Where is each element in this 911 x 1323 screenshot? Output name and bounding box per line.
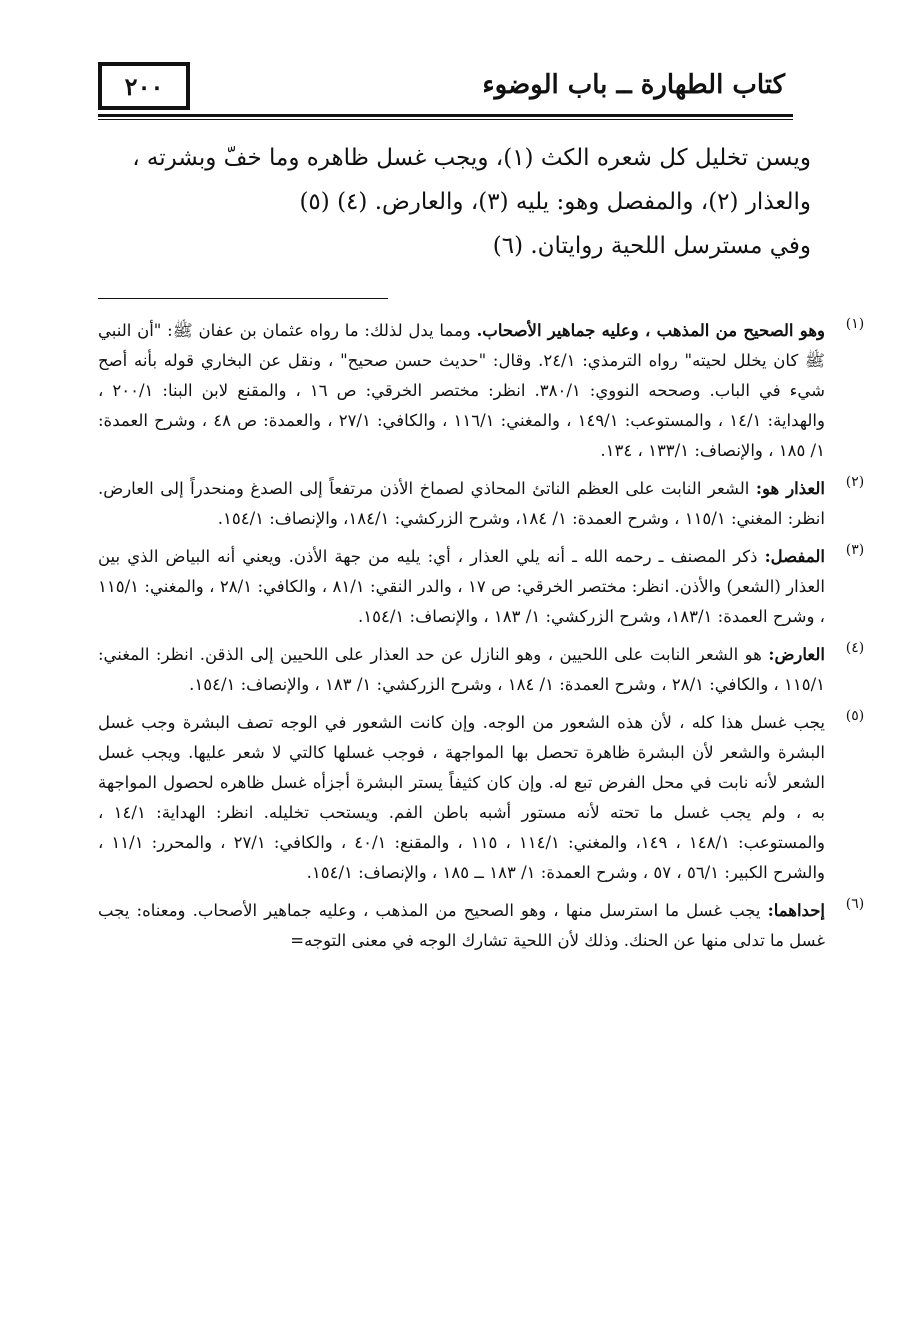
main-line: وفي مسترسل اللحية روايتان. (٦) (492, 233, 811, 259)
footnote-lead: إحداهما: (767, 901, 825, 920)
footnote-lead: المفصل: (764, 547, 825, 566)
footnote-text: يجب غسل ما استرسل منها ، وهو الصحيح من المذهب ، وعليه جماهير الأصحاب. ومعناه: يجب غسل ما تدلى منها عن الحنك. وذلك لأن اللحية تشارك الوجه في معنى التوجه= (98, 901, 825, 950)
footnote (98, 708, 873, 888)
footnote-number: (٥) (845, 708, 865, 724)
footnote-lead: وهو الصحيح من المذهب ، وعليه جماهير الأصحاب. (476, 321, 825, 340)
footnote-text: ومما يدل لذلك: ما رواه عثمان بن عفان ﷺ: "أن النبي ﷺ كان يخلل لحيته" رواه الترمذي: ٢٤/١. وقال: "حديث حسن صحيح" ، ونقل عن البخاري قوله بأنه أصح شيء في الباب. وصححه النووي: ٣٨٠/١. انظر: مختصر الخرقي: ص ١٦ ، والمقنع لابن البنا: ٢٠٠/١ ، والهداية: ١٤/١ ، والمستوعب: ١٤٩/١ ، والمغني: ١١٦/١ ، والكافي: ٢٧/١ ، والعمدة: ص ٤٨ ، وشرح العمدة: ١/ ١٨٥ ، والإنصاف: ١٣٣/١ ، ١٣٤. (98, 321, 825, 460)
main-line: والعذار (٢)، والمفصل وهو: يليه (٣)، والعارض. (٤) (٥) (299, 189, 811, 215)
footnotes (98, 316, 873, 964)
footnote-body (98, 640, 825, 700)
footnote-body (98, 896, 825, 956)
header-rule (98, 114, 793, 117)
page-number: ٢٠٠ (98, 62, 190, 110)
footnote-separator (98, 298, 388, 299)
footnote-body (98, 542, 825, 632)
footnote-text: هو الشعر النابت على اللحيين ، وهو النازل عن حد العذار على اللحيين إلى الذقن. انظر: المغني: ١١٥/١ ، والكافي: ٢٨/١ ، وشرح العمدة: ١/ ١٨٤ ، وشرح الزركشي: ١/ ١٨٣ ، والإنصاف: ١٥٤/١. (98, 645, 825, 694)
footnote (98, 542, 873, 632)
footnote-lead: العذار هو: (755, 479, 825, 498)
footnote (98, 640, 873, 700)
footnote-number: (٤) (845, 640, 865, 656)
footnote-text: ذكر المصنف ـ رحمه الله ـ أنه يلي العذار ، أي: يليه من جهة الأذن. ويعني أنه البياض الذي بين العذار (الشعر) والأذن. انظر: مختصر الخرقي: ص ١٧ ، والدر النقي: ٨١/١ ، والكافي: ٢٨/١ ، والمغني: ١١٥/١ ، وشرح العمدة: ١٨٣/١، وشرح الزركشي: ١/ ١٨٣ ، والإنصاف: ١٥٤/١. (98, 547, 826, 626)
footnote-text: الشعر النابت على العظم الناتئ المحاذي لصماخ الأذن مرتفعاً إلى الصدغ ومنحدراً إلى العارض. انظر: المغني: ١١٥/١ ، وشرح العمدة: ١/ ١٨٤، وشرح الزركشي: ١٨٤/١، والإنصاف: ١٥٤/١. (98, 479, 825, 528)
footnote-number: (٣) (845, 542, 865, 558)
header-rule-thin (98, 119, 793, 120)
footnote-body (98, 474, 825, 534)
footnote-number: (٦) (845, 896, 865, 912)
footnote-body (98, 316, 825, 466)
footnote-body (98, 708, 825, 888)
footnote (98, 474, 873, 534)
footnote (98, 316, 873, 466)
main-line: ويسن تخليل كل شعره الكث (١)، ويجب غسل ظاهره وما خفّ وبشرته ، (132, 145, 811, 171)
footnote-text: يجب غسل هذا كله ، لأن هذه الشعور من الوجه. وإن كانت الشعور في الوجه تصف البشرة وجب غسل البشرة والشعر لأن البشرة ظاهرة تحصل بها المواجهة ، فوجب غسلها كالتي لا شعر عليها. ويجب غسل الشعر لأنه نابت في محل الفرض تبع له. وإن كان كثيفاً يستر البشرة أجزأه غسل ظاهره لحصول المواجهة به ، ولم يجب غسل ما تحته لأنه مستور أشبه باطن الفم. ويستحب تخليله. انظر: الهداية: ١٤/١ ، والمستوعب: ١٤٨/١ ، ١٤٩، والمغني: ١١٤/١ ، ١١٥ ، والمقنع: ٤٠/١ ، والكافي: ٢٧/١ ، والمحرر: ١١/١ ، والشرح الكبير: ٥٦/١ ، ٥٧ ، وشرح العمدة: ١/ ١٨٣ ــ ١٨٥ ، والإنصاف: ١٥٤/١. (98, 713, 825, 882)
footnote (98, 896, 873, 956)
chapter-title: كتاب الطهارة ــ باب الوضوء (482, 70, 785, 100)
footnote-number: (٢) (845, 474, 865, 490)
main-text (99, 136, 811, 268)
footnote-lead: العارض: (768, 645, 825, 664)
page-header (98, 62, 793, 120)
footnote-number: (١) (845, 316, 865, 332)
